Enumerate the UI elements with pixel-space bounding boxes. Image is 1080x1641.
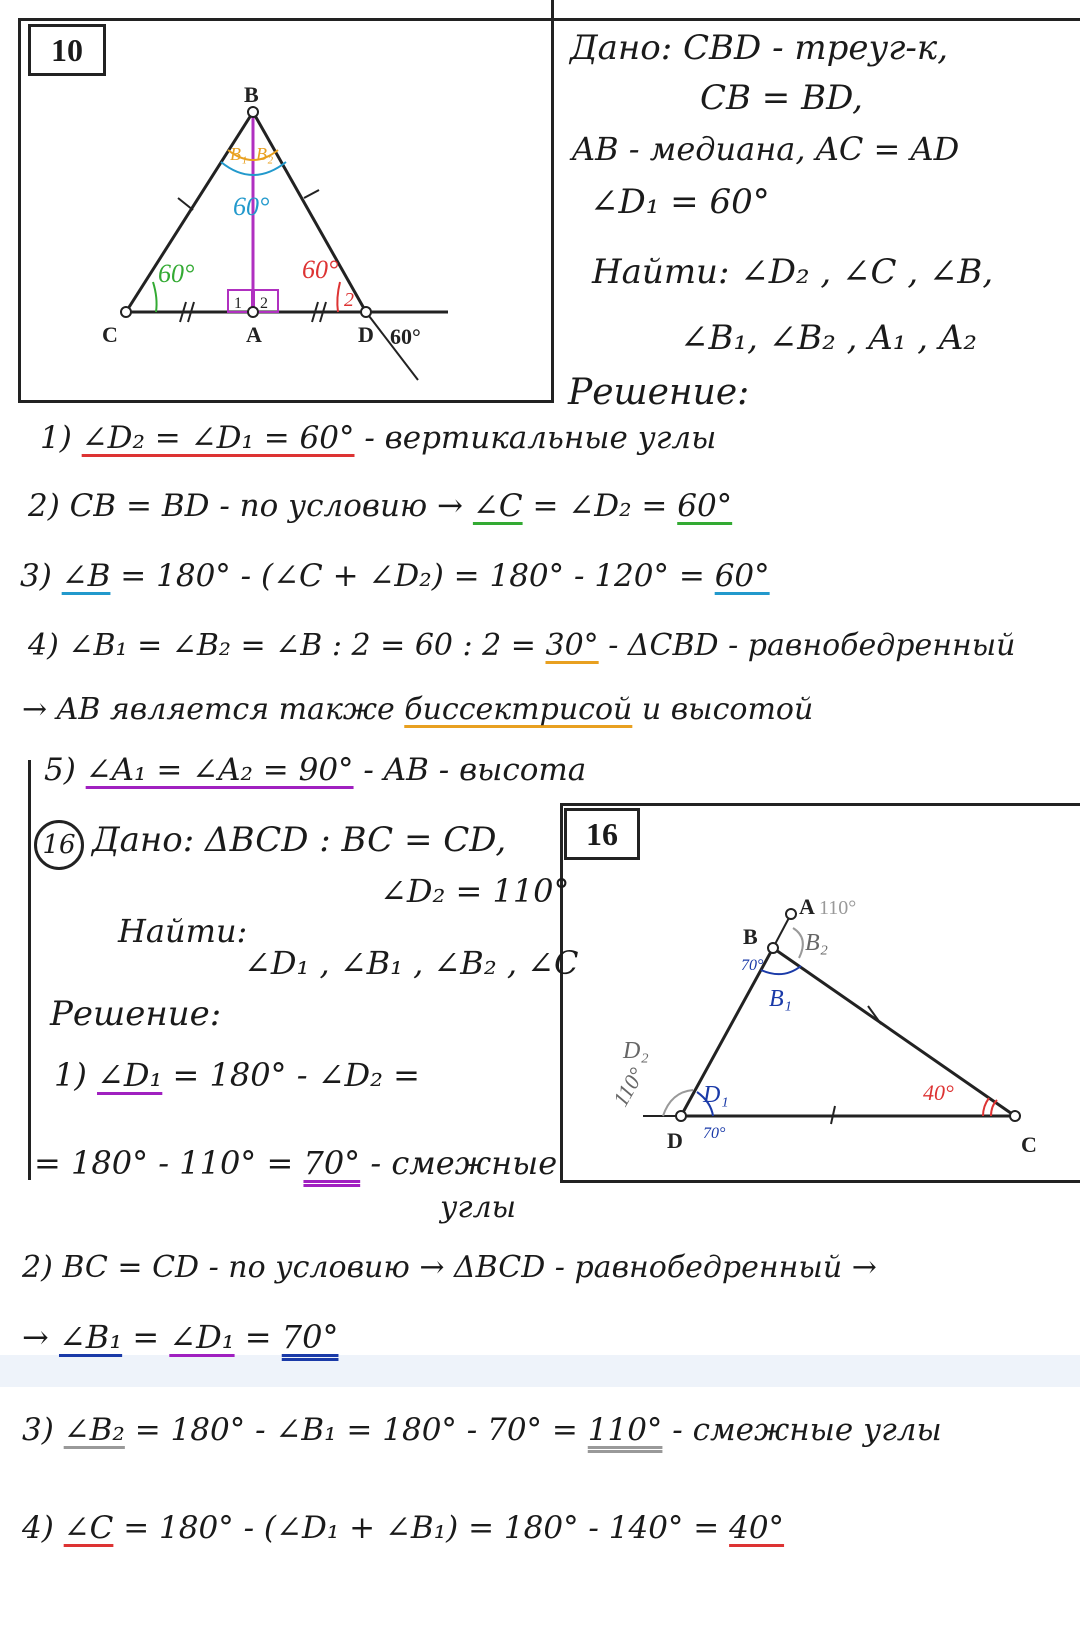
p10-given-line-1: Дано: CBD - треуг-к, [570, 28, 949, 68]
left-border-bottom [28, 760, 31, 1180]
p10-step-2: 2) CB = BD - по условию → ∠C = ∠D₂ = 60° [28, 488, 733, 524]
p10-given-line-3: AB - медиана, AC = AD [572, 130, 960, 168]
p16-circled-number: 16 [34, 820, 84, 870]
p10-solution-title: Решение: [568, 372, 750, 413]
angle-b-value: 60° [233, 192, 270, 221]
vertex-d-label-16: D [667, 1128, 683, 1153]
p16-solution-title: Решение: [50, 994, 222, 1034]
problem-10-number: 10 [28, 24, 106, 76]
p10-step-4-cont: → AB является также биссектрисой и высотой [22, 692, 814, 727]
angle-d2-label-16: D₂ [623, 1038, 649, 1064]
p10-step-3: 3) ∠B = 180° - (∠C + ∠D₂) = 180° - 120° = 60° [20, 558, 770, 594]
divider-horizontal-top [18, 400, 554, 403]
p16-step-2: 2) BC = CD - по условию → ΔBCD - равнобедренный → [22, 1250, 877, 1285]
angle-b1-label-16: B₁ [769, 986, 793, 1012]
problem-16-number: 16 [564, 808, 640, 860]
angle-c-value: 60° [158, 259, 195, 288]
p16-find-line-2: ∠D₁ , ∠B₁ , ∠B₂ , ∠C [244, 944, 579, 982]
p16-given-line-1: Дано: ΔBCD : BC = CD, [92, 820, 507, 860]
p10-find-line-1: Найти: ∠D₂ , ∠C , ∠B, [592, 252, 994, 292]
vertex-c-label-16: C [1021, 1132, 1037, 1157]
p10-step-5: 5) ∠A₁ = ∠A₂ = 90° - AB - высота [44, 752, 587, 788]
p16-step-1: 1) ∠D₁ = 180° - ∠D₂ = [54, 1056, 420, 1094]
divider-horizontal-mid [560, 803, 1080, 806]
angle-b2-label: B₂ [256, 144, 274, 164]
p16-given-line-2: ∠D₂ = 110° [380, 872, 570, 910]
vertex-b-label-16: B [743, 924, 758, 949]
p10-find-line-2: ∠B₁, ∠B₂ , A₁ , A₂ [680, 318, 978, 358]
scan-band [0, 1355, 1080, 1387]
p10-given-line-4: ∠D₁ = 60° [590, 182, 770, 222]
p16-find-line-1: Найти: [118, 912, 248, 950]
vertex-b-label: B [244, 82, 259, 107]
angle-a-value-16: 110° [819, 897, 857, 919]
angle-b2-label-16: B₂ [805, 930, 829, 956]
angle-a2-marker: 2 [260, 295, 268, 312]
angle-d1-label-16: D₁ [703, 1082, 729, 1108]
problem-10-triangle [18, 20, 558, 400]
vertex-c-label: C [102, 322, 118, 347]
angle-d-value: 60° [302, 255, 339, 284]
p10-given-line-2: CB = BD, [700, 78, 863, 118]
vertex-a-label-16: A [799, 894, 815, 919]
angle-d2-marker: 2 [344, 289, 354, 311]
p16-step-1-cont2: углы [440, 1190, 517, 1225]
p16-step-1-cont: = 180° - 110° = 70° - смежные [34, 1144, 558, 1182]
problem-16-triangle [563, 858, 1078, 1178]
angle-d70-value: 70° [703, 1125, 726, 1142]
angle-c40-value: 40° [923, 1080, 954, 1105]
angle-b70-value: 70° [741, 957, 764, 974]
outer-angle-value: 60° [390, 324, 421, 349]
divider-horizontal-bottom [560, 1180, 1080, 1183]
p16-step-3: 3) ∠B₂ = 180° - ∠B₁ = 180° - 70° = 110° - смежные углы [22, 1412, 942, 1448]
p16-step-2-cont: → ∠B₁ = ∠D₁ = 70° [22, 1318, 339, 1356]
p16-step-4: 4) ∠C = 180° - (∠D₁ + ∠B₁) = 180° - 140° = 40° [22, 1510, 785, 1546]
p10-step-1: 1) ∠D₂ = ∠D₁ = 60° - вертикальные углы [40, 420, 717, 456]
angle-b1-label: B₁ [230, 144, 248, 164]
p10-step-4: 4) ∠B₁ = ∠B₂ = ∠B : 2 = 60 : 2 = 30° - ΔCBD - равнобедренный [28, 628, 1016, 663]
vertex-d-label: D [358, 322, 374, 347]
vertex-a-label: A [246, 322, 262, 347]
angle-d110-value: 110° [607, 1063, 650, 1111]
angle-a1-marker: 1 [234, 295, 242, 312]
